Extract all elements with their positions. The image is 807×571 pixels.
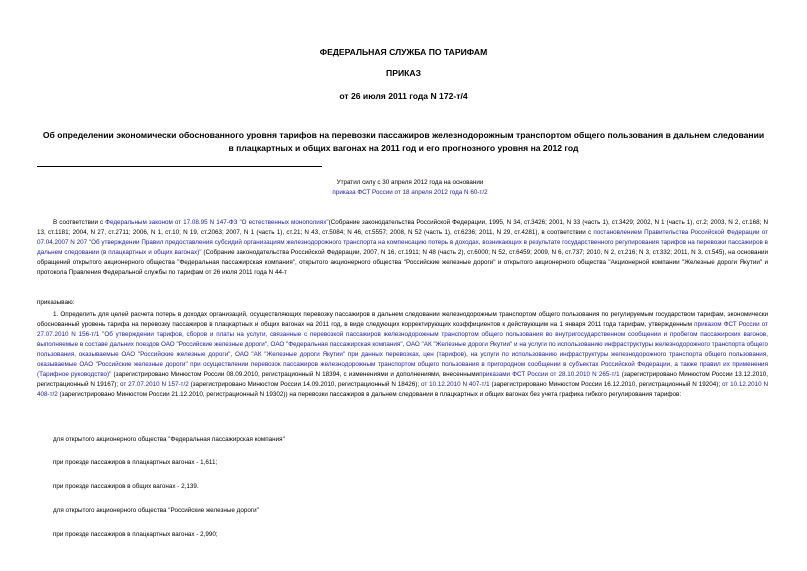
divider xyxy=(37,166,322,167)
preamble-text: В соответствии с xyxy=(53,219,106,226)
expiry-note-text: Утратил силу с 30 апреля 2012 года на основании xyxy=(336,179,484,186)
government-decree-link[interactable]: постановлением Правительства Российской Федерации от 07.04.2007 N 207 "Об утверждении Правил предоставления субсидий организациям железнодорожного транспорта на компенсацию потерь в доходах, возникающих в результате государственного регулирования тарифов на перевозки пассажиров в дальнем следовании (в плацкартных и общих вагонах)" xyxy=(37,229,768,256)
order-word: приказываю: xyxy=(37,299,75,306)
document-type: ПРИКАЗ xyxy=(386,68,421,78)
federal-law-link[interactable]: Федеральным законом от 17.08.95 N 147-ФЗ "О естественных монополиях" xyxy=(105,219,329,226)
point-1-text: (зарегистрировано Минюстом России 14.09.2010, регистрационный N 18426); xyxy=(188,381,420,388)
document-date: от 26 июля 2011 года N 172-т/4 xyxy=(339,91,468,101)
list-item: при проезде пассажиров в общих вагонах - 2,139. xyxy=(53,483,199,490)
point-1-text: (зарегистрировано Минюстом России 16.12.2010, регистрационный N 19204); xyxy=(489,381,721,388)
preamble-paragraph xyxy=(37,218,768,278)
preamble-text: (Собрание законодательства Российской Федерации, 1995, N 34, ст.3426; 2001, N 33 (часть 1), ст.3429; 2002, N 1 (часть 1), ст.2; 2003, N 2, ст.168; N 13, ст.1181; 2004, N 27, ст.2711; 2006, N 1, ст.10; N 19, ст.2063; 2007, N 1 (часть 1), ст.21; N 43, ст.5084; N 46, ст.5557; 2008, N 52 (часть 1), ст.6236; 2011, N 29, ст.4281), в соответствии с xyxy=(37,219,768,236)
list-item: при проезде пассажиров в плацкартных вагонах - 1,611; xyxy=(53,459,218,466)
fst-order-157-link[interactable]: от 27.07.2010 N 157-т/2 xyxy=(118,381,189,388)
document-title: Об определении экономически обоснованного уровня тарифов на перевозки пассажиров железнодорожным транспортом общего пользования в дальнем следовании в плацкартных и общих вагонах на 2011 год и его прогнозного уровня на 2012 год xyxy=(42,130,765,153)
point-1-text: (зарегистрировано Минюстом России 21.12.2010, регистрационный N 19302)) на перевозки пассажиров в дальнем следовании в плацкартных и общих вагонах без учета графика гибкого регулирования тарифов: xyxy=(57,391,682,398)
agency-name: ФЕДЕРАЛЬНАЯ СЛУЖБА ПО ТАРИФАМ xyxy=(319,47,488,57)
point-1-paragraph xyxy=(37,310,768,400)
point-1-text: (зарегистрировано Минюстом России 13.12.2010, регистрационный N 19167); xyxy=(37,371,769,388)
fst-order-156-link[interactable]: приказом ФСТ России от 27.07.2010 N 156-т/1 "Об утверждении тарифов, сборов и платы на услуги, связанные с перевозкой пассажиров железнодорожным транспортом общего пользования во внутригосударственном сообщении и пробегом пассажирских вагонов, выполняемые в составе дальних поездов ОАО "Российские железные дороги", ОАО "Федеральная пассажирская компания", ОАО "АК "Железные дороги Якутии" и на услуги по использованию инфраструктуры железнодорожного транспорта общего пользования, оказываемые ОАО "Российские железные дороги", ОАО "АК "Железные дороги Якутии" при данных перевозках, цен (тарифов), на услуги по использованию инфраструктуры железнодорожного транспорта общего пользования, оказываемые ОАО "Российские железные дороги" при осуществлении перевозок пассажиров железнодорожным транспортом общего пользования в пригородном сообщении в субъектах Российской Федерации, а также правил их применения (Тарифное руководство)" xyxy=(37,321,768,378)
fst-order-408-link[interactable]: от 10.12.2010 N 408-т/2 xyxy=(37,381,769,398)
list-item: при проезде пассажиров в плацкартных вагонах - 2,990; xyxy=(53,531,218,538)
fst-order-407-link[interactable]: от 10.12.2010 N 407-т/1 xyxy=(419,381,490,388)
expiry-order-link[interactable]: приказа ФСТ России от 18 апреля 2012 года N 60-т/2 xyxy=(332,189,488,196)
list-item: для открытого акционерного общества "Российские железные дороги" xyxy=(53,507,259,514)
expiry-note xyxy=(290,178,530,198)
point-1-text: 1. Определить для целей расчета потерь в доходах организаций, осуществляющих перевозку пассажиров в дальнем следовании железнодорожным транспортом общего пользования по регулируемым государством тарифам, экономически обоснованный уровень тарифа на перевозку пассажиров в плацкартных и общих вагонах на 2011 год, в виде следующих корректирующих коэффициентов к действующим на 1 января 2011 года тарифам, утвержденным xyxy=(37,311,768,328)
list-item: для открытого акционерного общества "Федеральная пассажирская компания" xyxy=(53,436,285,443)
preamble-text: (Собрание законодательства Российской Федерации, 2007, N 16, ст.1911; N 48 (часть 2), ст.6000; N 52, ст.6459; 2009, N 6, ст.737; 2010, N 2, ст.216; N 3, ст.332; 2011, N 3, ст.545), на основании обращений открытого акционерного общества "Федеральная пассажирская компания", открытого акционерного общества "Российские железные дороги" и открытого акционерного общества "Акционерной компании "Железные дороги Якутии" и протокола Правления Федеральной службы по тарифам от 26 июля 2011 года N 44-т xyxy=(37,249,768,276)
point-1-text: (зарегистрировано Минюстом России 08.09.2010, регистрационный N 18394, с изменениями и дополнениями, внесенными xyxy=(111,371,480,378)
fst-order-265-link[interactable]: приказами ФСТ России от 28.10.2010 N 265-т/1 xyxy=(479,371,620,378)
